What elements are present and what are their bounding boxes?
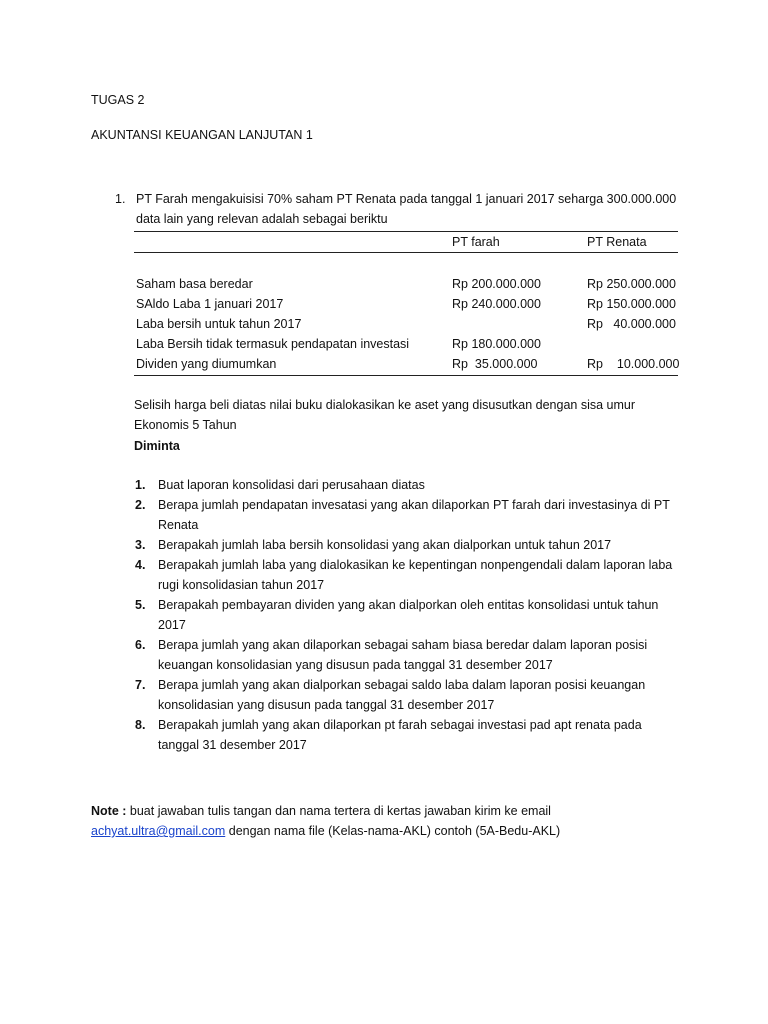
question-text-line1: PT Farah mengakuisisi 70% saham PT Renata pada tanggal 1 januari 2017 seharga 300.000.000 <box>136 192 677 206</box>
table-row-label: Laba Bersih tidak termasuk pendapatan investasi <box>136 337 410 351</box>
table-header-divider <box>134 252 678 253</box>
table-row-label: Dividen yang diumumkan <box>136 357 277 371</box>
list-item-text: konsolidasian yang disusun pada tanggal 31 desember 2017 <box>158 698 495 712</box>
list-item-text: rugi konsolidasian tahun 2017 <box>158 578 325 592</box>
column-header-pt-renata: PT Renata <box>587 235 647 249</box>
financial-data-table <box>134 231 678 376</box>
table-cell-renata: Rp 10.000.000 <box>587 357 680 371</box>
list-item-text: Renata <box>158 518 199 532</box>
list-item-text: Berapakah pembayaran dividen yang akan dialporkan oleh entitas konsolidasi untuk tahun <box>158 598 659 612</box>
list-item-number: 7. <box>135 678 146 692</box>
allocation-note-line1: Selisih harga beli diatas nilai buku dialokasikan ke aset yang disusutkan dengan sisa umur <box>134 398 636 412</box>
list-item-number: 4. <box>135 558 146 572</box>
list-item-number: 6. <box>135 638 146 652</box>
list-item-text: Berapakah jumlah laba yang dialokasikan ke kepentingan nonpengendali dalam laporan laba <box>158 558 673 572</box>
list-item-number: 2. <box>135 498 146 512</box>
list-item-text: Buat laporan konsolidasi dari perusahaan diatas <box>158 478 425 492</box>
allocation-note-line2: Ekonomis 5 Tahun <box>134 418 237 432</box>
table-cell-renata: Rp 250.000.000 <box>587 277 676 291</box>
column-header-pt-farah: PT farah <box>452 235 500 249</box>
table-cell-farah: Rp 180.000.000 <box>452 337 541 351</box>
table-row-label: Saham basa beredar <box>136 277 253 291</box>
list-item-text: Berapakah jumlah yang akan dilaporkan pt farah sebagai investasi pad apt renata pada <box>158 718 642 732</box>
list-item-text: Berapa jumlah yang akan dialporkan sebagai saldo laba dalam laporan posisi keuangan <box>158 678 646 692</box>
note-instructions: buat jawaban tulis tangan dan nama tertera di kertas jawaban kirim ke email <box>126 804 551 818</box>
note-label: Note : <box>91 804 127 818</box>
table-cell-renata: Rp 40.000.000 <box>587 317 676 331</box>
list-item-text: 2017 <box>158 618 186 632</box>
list-item-text: Berapa jumlah pendapatan invesatasi yang akan dilaporkan PT farah dari investasinya di PT <box>158 498 670 512</box>
required-heading: Diminta <box>134 439 180 453</box>
list-item-number: 1. <box>135 478 146 492</box>
question-number: 1. <box>115 192 126 206</box>
table-row-label: Laba bersih untuk tahun 2017 <box>136 317 302 331</box>
list-item-number: 3. <box>135 538 146 552</box>
question-text-line2: data lain yang relevan adalah sebagai beriktu <box>136 212 388 226</box>
list-item-text: Berapakah jumlah laba bersih konsolidasi yang akan dialporkan untuk tahun 2017 <box>158 538 612 552</box>
list-item-text: keuangan konsolidasian yang disusun pada tanggal 31 desember 2017 <box>158 658 553 672</box>
list-item-number: 5. <box>135 598 146 612</box>
list-item-text: tanggal 31 desember 2017 <box>158 738 307 752</box>
table-cell-renata: Rp 150.000.000 <box>587 297 676 311</box>
note-filename-instructions: dengan nama file (Kelas-nama-AKL) contoh (5A-Bedu-AKL) <box>225 824 561 838</box>
table-row-label: SAldo Laba 1 januari 2017 <box>136 297 284 311</box>
list-item-text: Berapa jumlah yang akan dilaporkan sebagai saham biasa beredar dalam laporan posisi <box>158 638 648 652</box>
email-link[interactable]: achyat.ultra@gmail.com <box>91 824 226 838</box>
document-subtitle: AKUNTANSI KEUANGAN LANJUTAN 1 <box>91 128 313 142</box>
table-cell-farah: Rp 200.000.000 <box>452 277 541 291</box>
document-title: TUGAS 2 <box>91 93 145 107</box>
list-item-number: 8. <box>135 718 146 732</box>
note-line2 <box>91 824 560 838</box>
table-cell-farah: Rp 240.000.000 <box>452 297 541 311</box>
note-line1 <box>91 804 551 818</box>
table-cell-farah: Rp 35.000.000 <box>452 357 538 371</box>
